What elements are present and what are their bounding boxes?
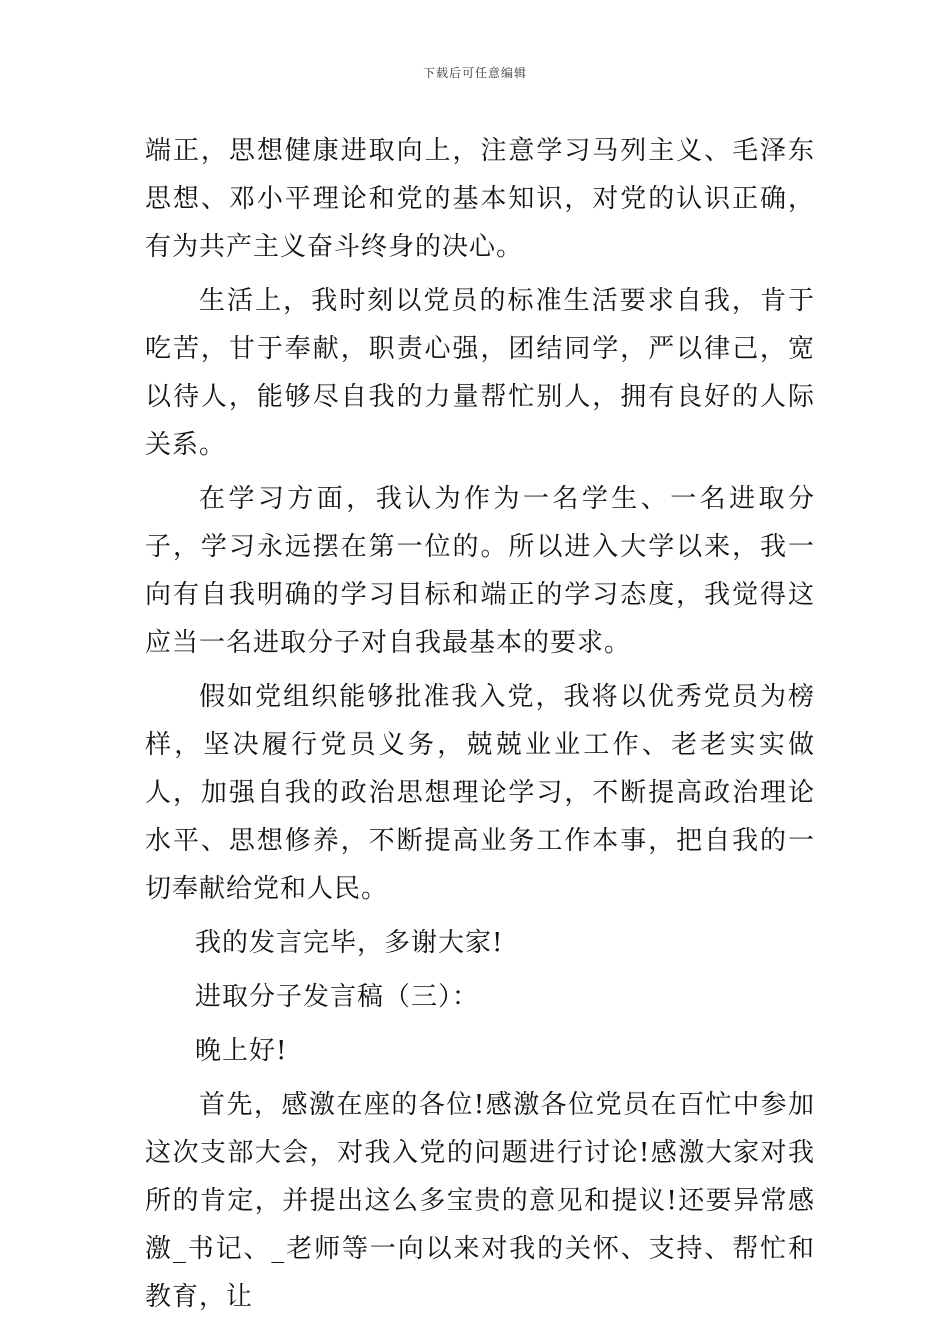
paragraph-1: 端正，思想健康进取向上，注意学习马列主义、毛泽东思想、邓小平理论和党的基本知识，对党的认识正确，有为共产主义奋斗终身的决心。: [145, 136, 815, 262]
paragraph-4: 假如党组织能够批准我入党，我将以优秀党员为榜样，坚决履行党员义务，兢兢业业工作、老老实实做人，加强自我的政治思想理论学习，不断提高政治理论水平、思想修养，不断提高业务工作本事，把自我的一切奉献给党和人民。: [145, 682, 815, 904]
paragraph-3: 在学习方面，我认为作为一名学生、一名进取分子，学习永远摆在第一位的。所以进入大学以来，我一向有自我明确的学习目标和端正的学习态度，我觉得这应当一名进取分子对自我最基本的要求。: [145, 484, 815, 658]
page-header: 下载后可任意编辑: [422, 66, 527, 80]
greeting: 晚上好!: [195, 1036, 288, 1066]
document-body: [145, 127, 815, 1327]
section-heading: 进取分子发言稿（三）：: [195, 982, 480, 1012]
paragraph-8: 首先，感激在座的各位!感激各位党员在百忙中参加这次支部大会，对我入党的问题进行讨论!感激大家对我所的肯定，并提出这么多宝贵的意见和提议!还要异常感激_书记、_老师等一向以来对我的关怀、支持、帮忙和教育，让: [145, 1090, 815, 1312]
paragraph-2: 生活上，我时刻以党员的标准生活要求自我，肯于吃苦，甘于奉献，职责心强，团结同学，严以律己，宽以待人，能够尽自我的力量帮忙别人，拥有良好的人际关系。: [145, 286, 815, 460]
paragraph-5: 我的发言完毕，多谢大家!: [195, 928, 504, 958]
